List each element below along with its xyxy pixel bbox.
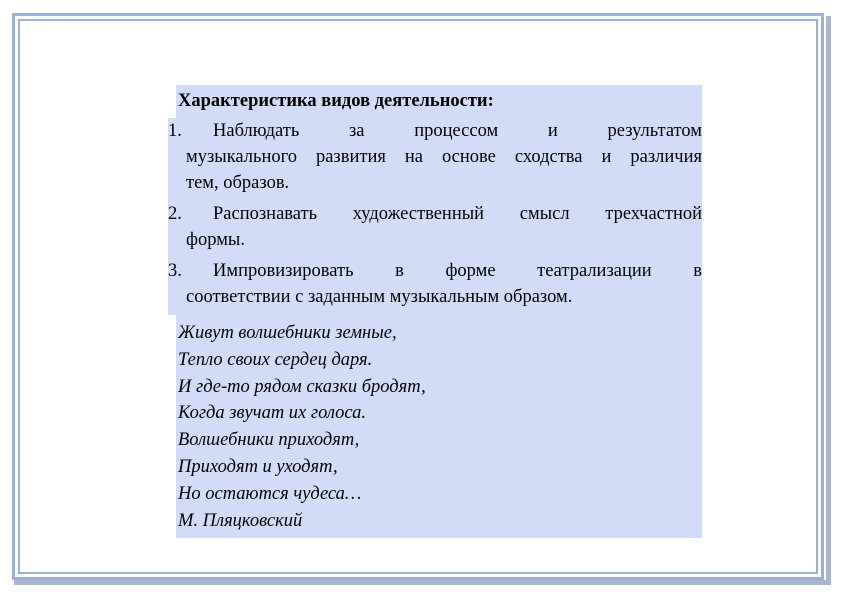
list-item-line: соответствии с заданным музыкальным образом. — [186, 287, 573, 307]
list-item — [168, 258, 702, 315]
list-item-number: 2. — [168, 204, 182, 224]
list-item-line: формы. — [186, 230, 245, 250]
poem-author: М. Пляцковский — [178, 510, 303, 531]
poem-quote — [176, 315, 702, 538]
text-block — [168, 85, 702, 538]
list-item-number: 3. — [168, 261, 182, 281]
list-item-line: музыкального развития на основе сходства и различия — [186, 147, 702, 167]
section-title: Характеристика видов деятельности: — [176, 85, 702, 118]
poem-line: Волшебники приходят, — [178, 430, 360, 451]
poem-line: Когда звучат их голоса. — [178, 403, 367, 424]
list-item — [168, 118, 702, 201]
poem-line: Но остаются чудеса… — [178, 483, 362, 504]
poem-line: Приходят и уходят, — [178, 456, 338, 477]
frame-shadow-right — [826, 16, 831, 582]
list-item-line: Импровизировать в форме театрализации в — [213, 261, 702, 281]
list-item-number: 1. — [168, 121, 182, 141]
poem-line: И где-то рядом сказки бродят, — [178, 376, 426, 397]
poem-line: Живут волшебники земные, — [178, 323, 397, 343]
list-item-line: Наблюдать за процессом и результатом — [213, 121, 702, 141]
activity-list — [168, 118, 702, 315]
frame-shadow-bottom — [14, 580, 831, 585]
poem-line: Тепло своих сердец даря. — [178, 349, 373, 370]
list-item — [168, 201, 702, 258]
list-item-line: тем, образов. — [186, 173, 290, 193]
list-item-line: Распознавать художественный смысл трехчастной — [213, 204, 702, 224]
